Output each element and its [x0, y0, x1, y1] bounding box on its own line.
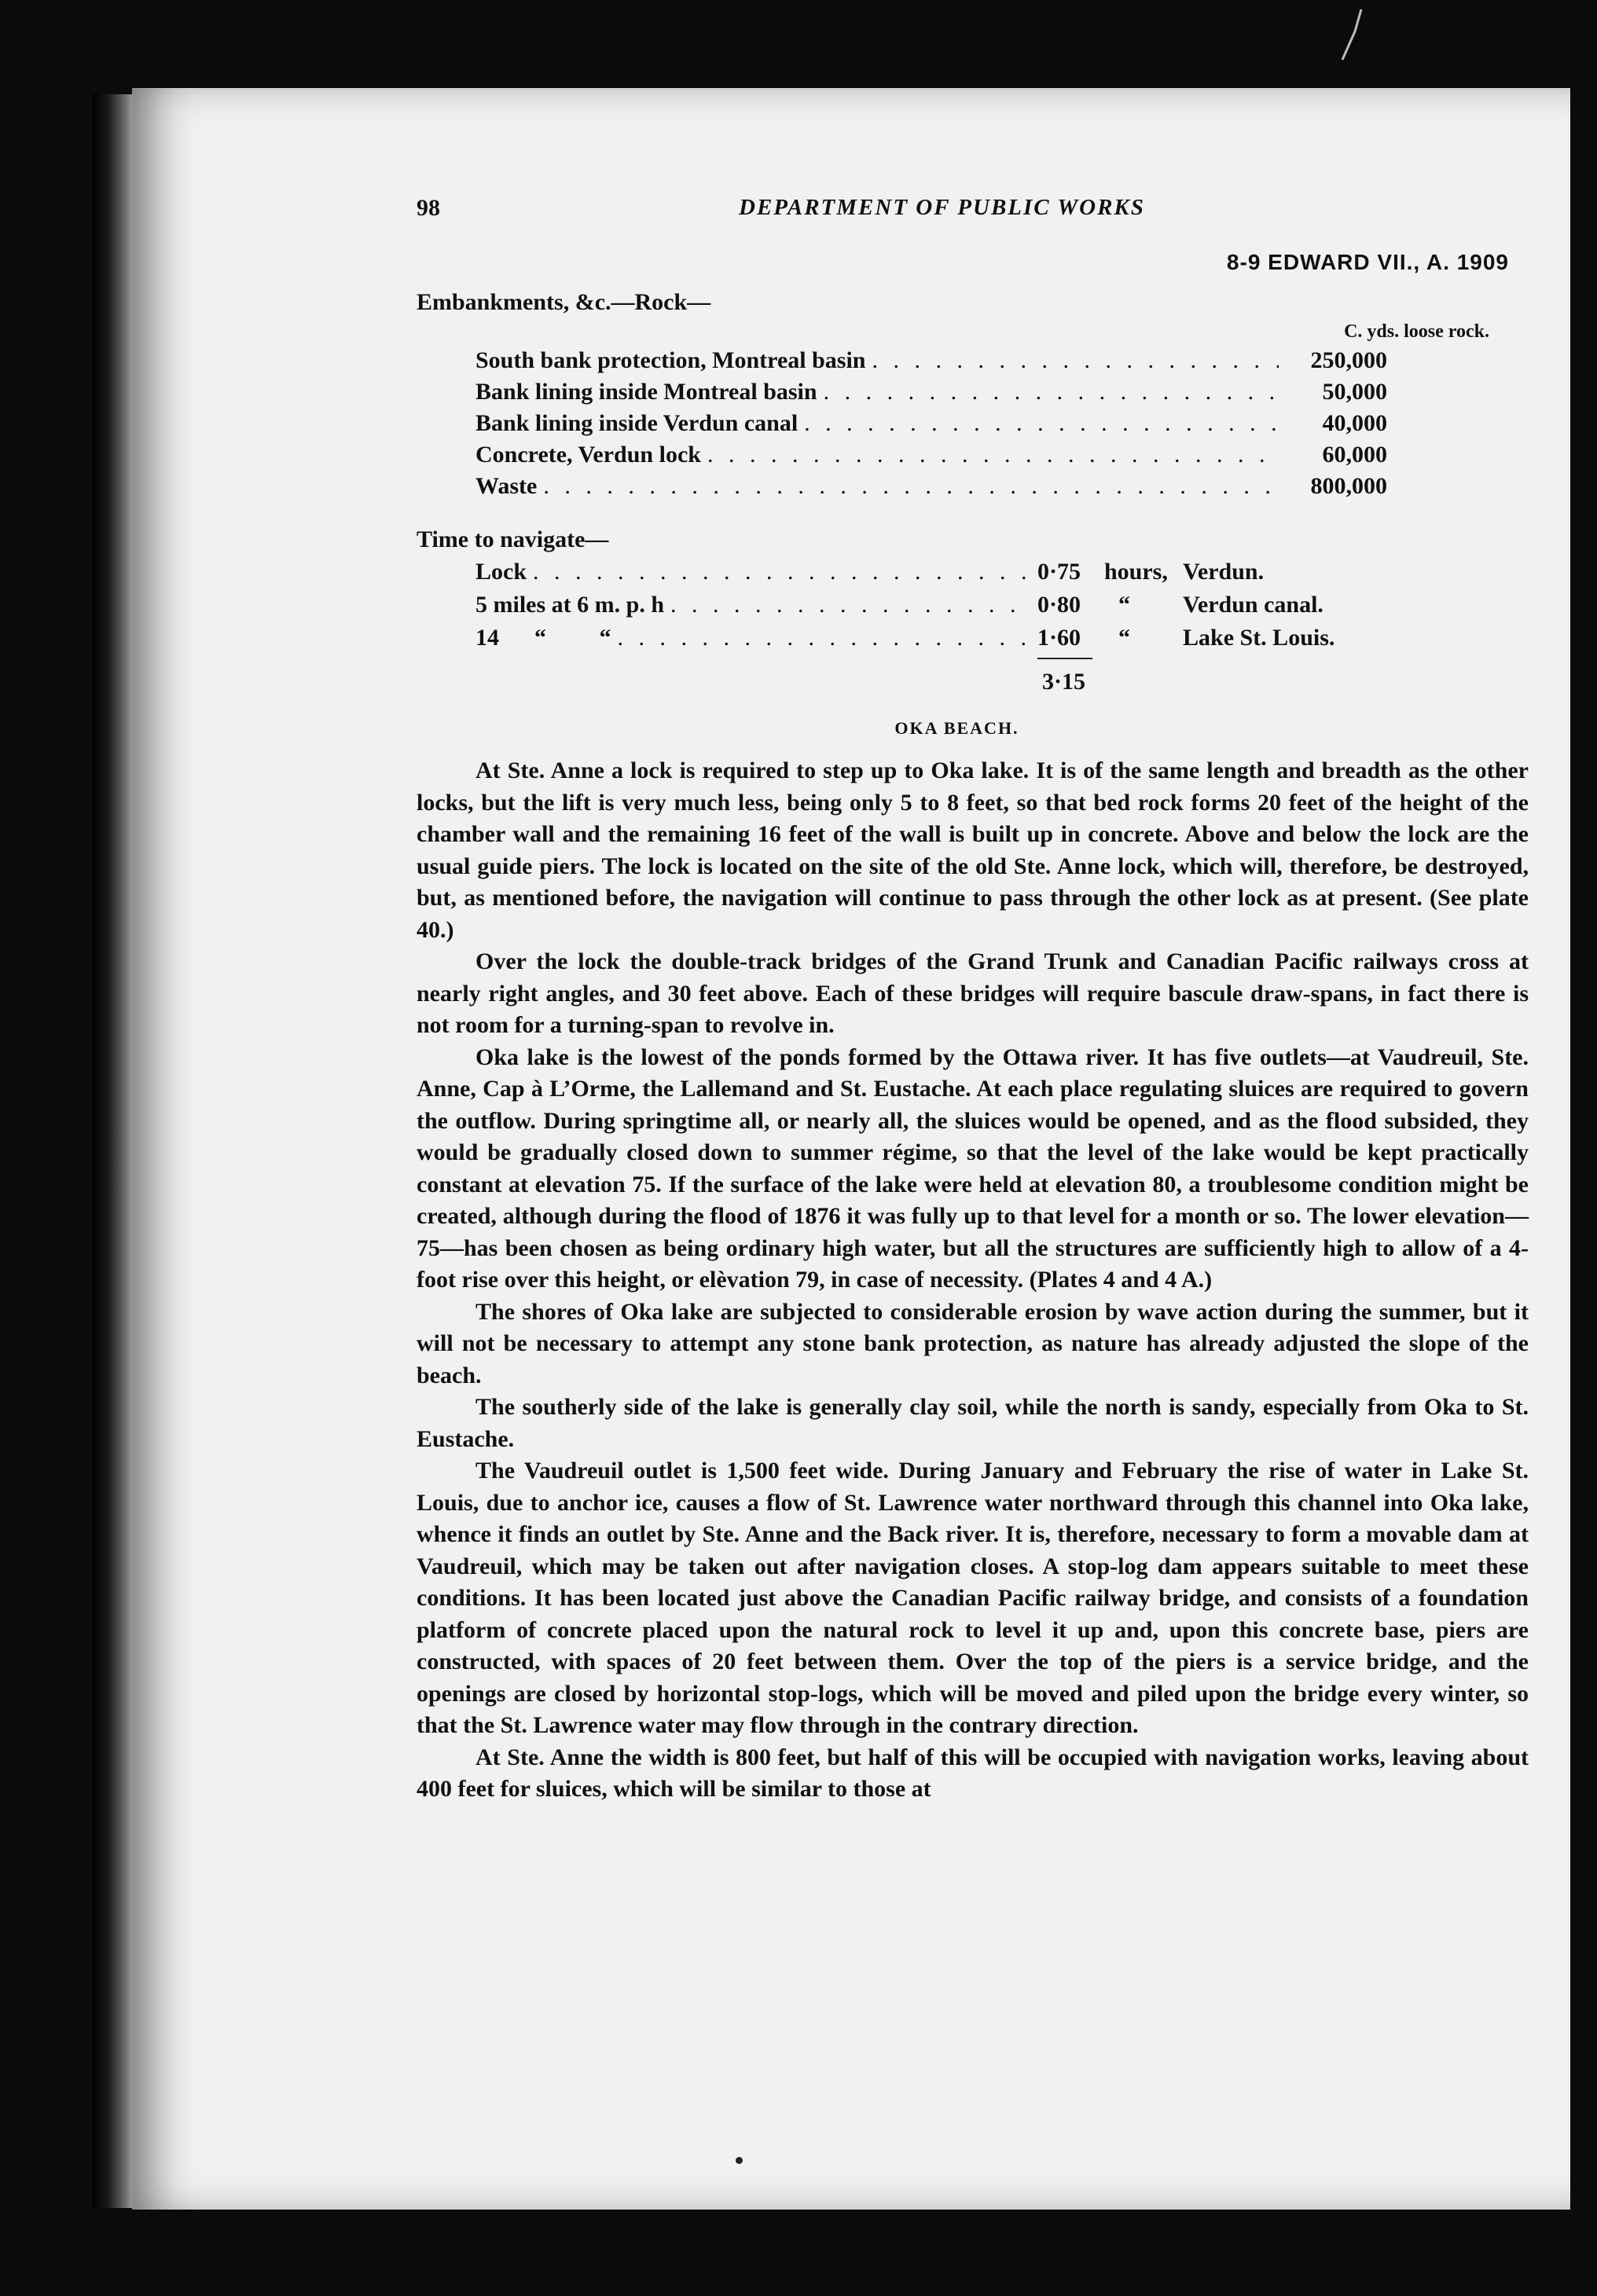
dot-leader — [533, 556, 1031, 589]
navigate-row-label: Lock — [475, 559, 527, 585]
body-paragraph: At Ste. Anne a lock is required to step up to Oka lake. It is of the same length and breadth as the other locks, but the lift is very much less, being only 5 to 8 feet, so that bed rock forms 20 feet of the height of the chamber wall and the remaining 16 feet of the wall is built up in concrete. Above and below the lock are the usual guide piers. The lock is located on the site of the old Ste. Anne lock, which will, therefore, be destroyed, but, as mentioned before, the navigation will continue to pass through the other lock as at present. (See plate 40.) — [417, 757, 1529, 943]
navigate-row-place: Verdun. — [1183, 559, 1265, 585]
navigate-row-label: 5 miles at 6 m. p. h — [475, 592, 664, 618]
body-paragraph: The shores of Oka lake are subjected to considerable erosion by wave action during the summer, but it will not be necessary to attempt any stone bank protection, as nature has already adjusted the slope of the beach. — [417, 1298, 1529, 1388]
navigate-total: 3·15 — [1042, 669, 1086, 695]
page-header — [417, 195, 1509, 274]
body-paragraph: The southerly side of the lake is generally clay soil, while the north is sandy, especially from Oka to St. Eustache. — [417, 1394, 1529, 1452]
body-paragraph: At Ste. Anne the width is 800 feet, but half of this will be occupied with navigation works, leaving about 400 feet for sluices, which will be similar to those at — [417, 1744, 1529, 1802]
running-title: DEPARTMENT OF PUBLIC WORKS — [739, 195, 1145, 220]
rock-row-value: 40,000 — [1322, 410, 1387, 436]
navigate-row — [475, 589, 1529, 622]
body-paragraph: The Vaudreuil outlet is 1,500 feet wide. During January and February the rise of water in Lake St. Louis, due to anchor ice, causes a flow of St. Lawrence water northward through this channel into Oka lake, whence it finds an outlet by Ste. Anne and the Back river. It is, therefore, necessary to form a movable dam at Vaudreuil, which may be taken out after navigation closes. A stop-log dam appears suitable to meet these conditions. It has been located just above the Canadian Pacific railway bridge, and consists of a foundation platform of concrete placed upon the natural rock to level it up and, upon this concrete base, piers are constructed, with spaces of 20 feet between them. Over the top of the piers is a service bridge, and the openings are closed by horizontal stop-logs, which will be moved and piled upon the bridge every winter, so that the St. Lawrence water may flow through in the contrary direction. — [417, 1458, 1529, 1738]
navigate-row-place: Lake St. Louis. — [1183, 625, 1335, 651]
rock-heading: Embankments, &c.—Rock— — [417, 289, 711, 315]
rock-row-value: 800,000 — [1310, 473, 1387, 499]
rock-row — [475, 345, 1387, 376]
navigate-row-hours: 0·80 — [1037, 592, 1081, 618]
rock-row — [475, 439, 1387, 471]
rock-row-label: Concrete, Verdun lock — [475, 442, 701, 468]
dot-leader — [543, 471, 1279, 502]
body-paragraph: Oka lake is the lowest of the ponds formed by the Ottawa river. It has five outlets—at Vaudreuil, Ste. Anne, Cap à L’Orme, the Lallemand and St. Eustache. At each place regulating sluices are required to govern the outflow. During springtime all, or nearly all, the sluices would be opened, and as the flood subsided, they would be gradually closed down to summer régime, so that the level of the lake would be kept practically constant at elevation 75. If the surface of the lake were held at elevation 80, a troublesome condition might be created, although during the flood of 1876 it was fully up to that level for a month or so. The lower elevation—75—has been chosen as being ordinary high water, but all the structures are sufficiently high to allow of a 4-foot rise over this height, or elèvation 79, in case of necessity. (Plates 4 and 4 A.) — [417, 1043, 1529, 1293]
rock-row-value: 50,000 — [1322, 379, 1387, 405]
rock-row-value: 250,000 — [1310, 347, 1387, 373]
rock-row-label: Bank lining inside Montreal basin — [475, 379, 817, 405]
navigate-row — [475, 556, 1529, 589]
rock-row-label: Bank lining inside Verdun canal — [475, 410, 798, 436]
section-title: OKA BEACH. — [894, 718, 1019, 738]
navigate-row-unit: “ — [1118, 592, 1130, 618]
page-number: 98 — [417, 195, 440, 221]
dot-leader — [707, 439, 1279, 471]
navigate-row-hours: 1·60 — [1037, 625, 1081, 651]
session-citation: 8-9 EDWARD VII., A. 1909 — [1226, 250, 1509, 274]
navigate-row-place: Verdun canal. — [1183, 592, 1323, 618]
pen-stroke-mark — [1338, 8, 1369, 63]
rock-row-label: Waste — [475, 473, 538, 499]
body-paragraph: Over the lock the double-track bridges of the Grand Trunk and Canadian Pacific railways cross at nearly right angles, and 30 feet above. Each of these bridges will require bascule draw-spans, in fact there is not room for a turning-span to revolve in. — [417, 948, 1529, 1038]
navigate-row-unit: “ — [1118, 625, 1130, 651]
navigate-heading: Time to navigate— — [417, 526, 609, 552]
rock-row — [475, 376, 1387, 408]
navigate-row — [475, 622, 1529, 655]
dot-leader — [872, 345, 1279, 376]
dot-leader — [804, 408, 1279, 439]
page-content — [417, 287, 1529, 1806]
navigate-row-hours: 0·75 — [1037, 559, 1081, 585]
dot-leader — [824, 376, 1279, 408]
rock-unit-heading: C. yds. loose rock. — [1344, 321, 1489, 342]
rock-row-label: South bank protection, Montreal basin — [475, 347, 866, 373]
navigate-row-unit: hours, — [1104, 559, 1168, 585]
rock-row — [475, 471, 1387, 502]
dot-leader — [618, 622, 1032, 655]
dot-leader — [670, 589, 1031, 622]
rock-row — [475, 408, 1387, 439]
print-dot — [736, 2157, 743, 2164]
rock-row-value: 60,000 — [1322, 442, 1387, 468]
navigate-row-label: 14 “ “ — [475, 625, 611, 651]
